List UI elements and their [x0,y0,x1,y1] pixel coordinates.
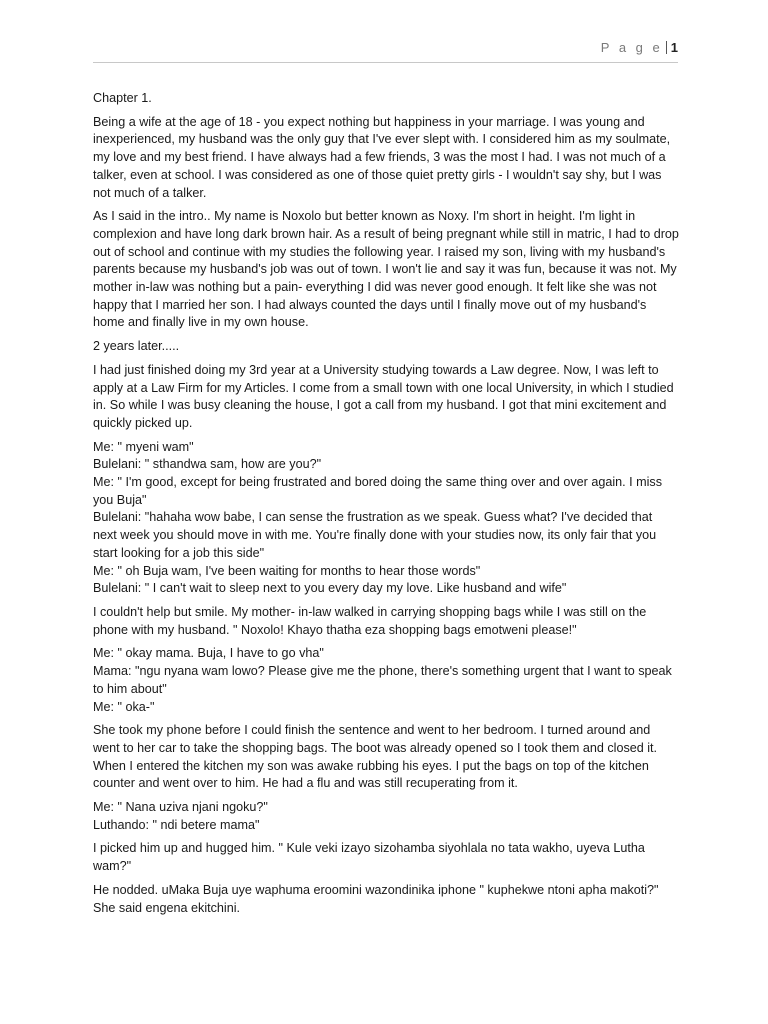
dialogue-block [93,439,679,598]
paragraph: I had just finished doing my 3rd year at a University studying towards a Law degree. Now, I was left to apply at a Law Firm for my Articles. I come from a small town with one local University, in which I studied in. So while I was busy cleaning the house, I got a call from my husband. I got that mini excitement and quickly picked up. [93,362,674,430]
dialogue-line: Bulelani: "hahaha wow babe, I can sense the frustration as we speak. Guess what? I've decided that next week you should move in with me. You're finally done with your studies now, its only fair that you start looking for a job this side" [93,510,657,560]
dialogue-block [93,799,679,834]
dialogue-line: Me: " okay mama. Buja, I have to go vha" [93,646,324,661]
paragraph: 2 years later..... [93,339,180,354]
page-header [93,40,678,63]
paragraph: He nodded. uMaka Buja uye waphuma eroomini wazondinika iphone " kuphekwe ntoni apha makoti?" She said engena ekitchini. [93,882,659,915]
paragraph: I picked him up and hugged him. " Kule veki izayo sizohamba siyohlala no tata wakho, uyeva Lutha wam?" [93,841,645,874]
chapter-heading: Chapter 1. [93,91,152,105]
paragraph: She took my phone before I could finish the sentence and went to her bedroom. I turned around and went to her car to take the shopping bags. The boot was already opened so I took them and closed it. When I entered the kitchen my son was awake rubbing his eyes. I put the bags on top of the kitchen counter and went over to him. He had a flu and was still recuperating from it. [93,723,658,791]
dialogue-line: Luthando: " ndi betere mama" [93,817,260,832]
paragraph: I couldn't help but smile. My mother- in-law walked in carrying shopping bags while I was still on the phone with my husband. " Noxolo! Khayo thatha eza shopping bags emotweni please!" [93,604,647,637]
dialogue-line: Me: " Nana uziva njani ngoku?" [93,800,268,815]
dialogue-line: Me: " oh Buja wam, I've been waiting for months to hear those words" [93,563,481,578]
paragraph: Being a wife at the age of 18 - you expect nothing but happiness in your marriage. I was young and inexperienced, my husband was the only guy that I've ever slept with. I considered him as my soulmate, my love and my best friend. I have always had a few friends, 3 was the most I had. I was not much of a talker, even at school. I was considered as one of those quiet pretty girls - I wouldn't say shy, but I was not much of a talker. [93,114,671,200]
page-label: P a g e [600,40,663,55]
dialogue-line: Me: " myeni wam" [93,439,194,454]
dialogue-line: Bulelani: " sthandwa sam, how are you?" [93,457,322,472]
dialogue-line: Bulelani: " I can't wait to sleep next to you every day my love. Like husband and wife" [93,581,567,596]
dialogue-block [93,645,679,716]
dialogue-line: Me: " oka-" [93,699,155,714]
dialogue-line: Mama: "ngu nyana wam lowo? Please give me the phone, there's something urgent that I want to speak to him about" [93,664,672,696]
dialogue-line: Me: " I'm good, except for being frustrated and bored doing the same thing over and over again. I miss you Buja" [93,475,663,507]
document-body [93,90,679,923]
paragraph: As I said in the intro.. My name is Noxolo but better known as Noxy. I'm short in height. I'm light in complexion and have long dark brown hair. As a result of being pregnant while still in matric, I had to drop out of school and continue with my studies the following year. I raised my son, living with my husband's parents because my husband's job was out of town. I won't lie and say it was fun, because it was not. My mother in-law was nothing but a pain- everything I did was never good enough. It felt like she was not happy that I married her son. I had always counted the days until I finally move out of my husband's home and finally live in my own house. [93,209,679,330]
page-separator [666,41,667,54]
page-number: 1 [670,40,678,55]
